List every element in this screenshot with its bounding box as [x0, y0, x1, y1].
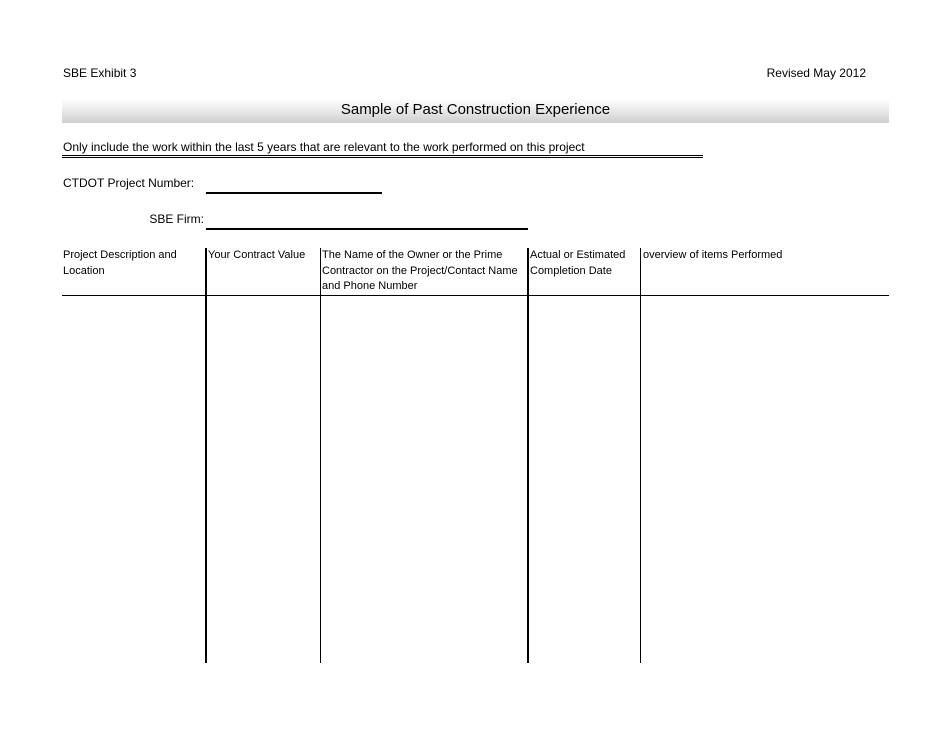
instruction-text: Only include the work within the last 5 years that are relevant to the work performed on this project [63, 140, 585, 154]
column-header-contract-value: Your Contract Value [208, 249, 306, 261]
revision-date: Revised May 2012 [766, 66, 866, 80]
column-divider [205, 248, 207, 663]
column-header-project-description: Project Description and Location [63, 249, 177, 277]
project-number-field[interactable] [206, 192, 382, 194]
instruction-underline [62, 155, 703, 156]
page-title: Sample of Past Construction Experience [340, 101, 611, 118]
column-header-owner-contact: The Name of the Owner or the Prime Contractor on the Project/Contact Name and Phone Number [322, 249, 518, 292]
project-number-label: CTDOT Project Number: [63, 176, 195, 190]
column-header-completion-date: Actual or Estimated Completion Date [530, 249, 626, 277]
sbe-firm-label: SBE Firm: [149, 212, 204, 226]
sbe-firm-field[interactable] [206, 228, 528, 230]
column-header-items-performed: overview of items Performed [643, 249, 783, 261]
table-header-rule [62, 295, 889, 296]
instruction-double-underline [62, 157, 703, 158]
column-divider [527, 248, 529, 663]
column-divider [320, 248, 321, 663]
exhibit-label: SBE Exhibit 3 [63, 66, 137, 80]
column-divider [640, 248, 641, 663]
